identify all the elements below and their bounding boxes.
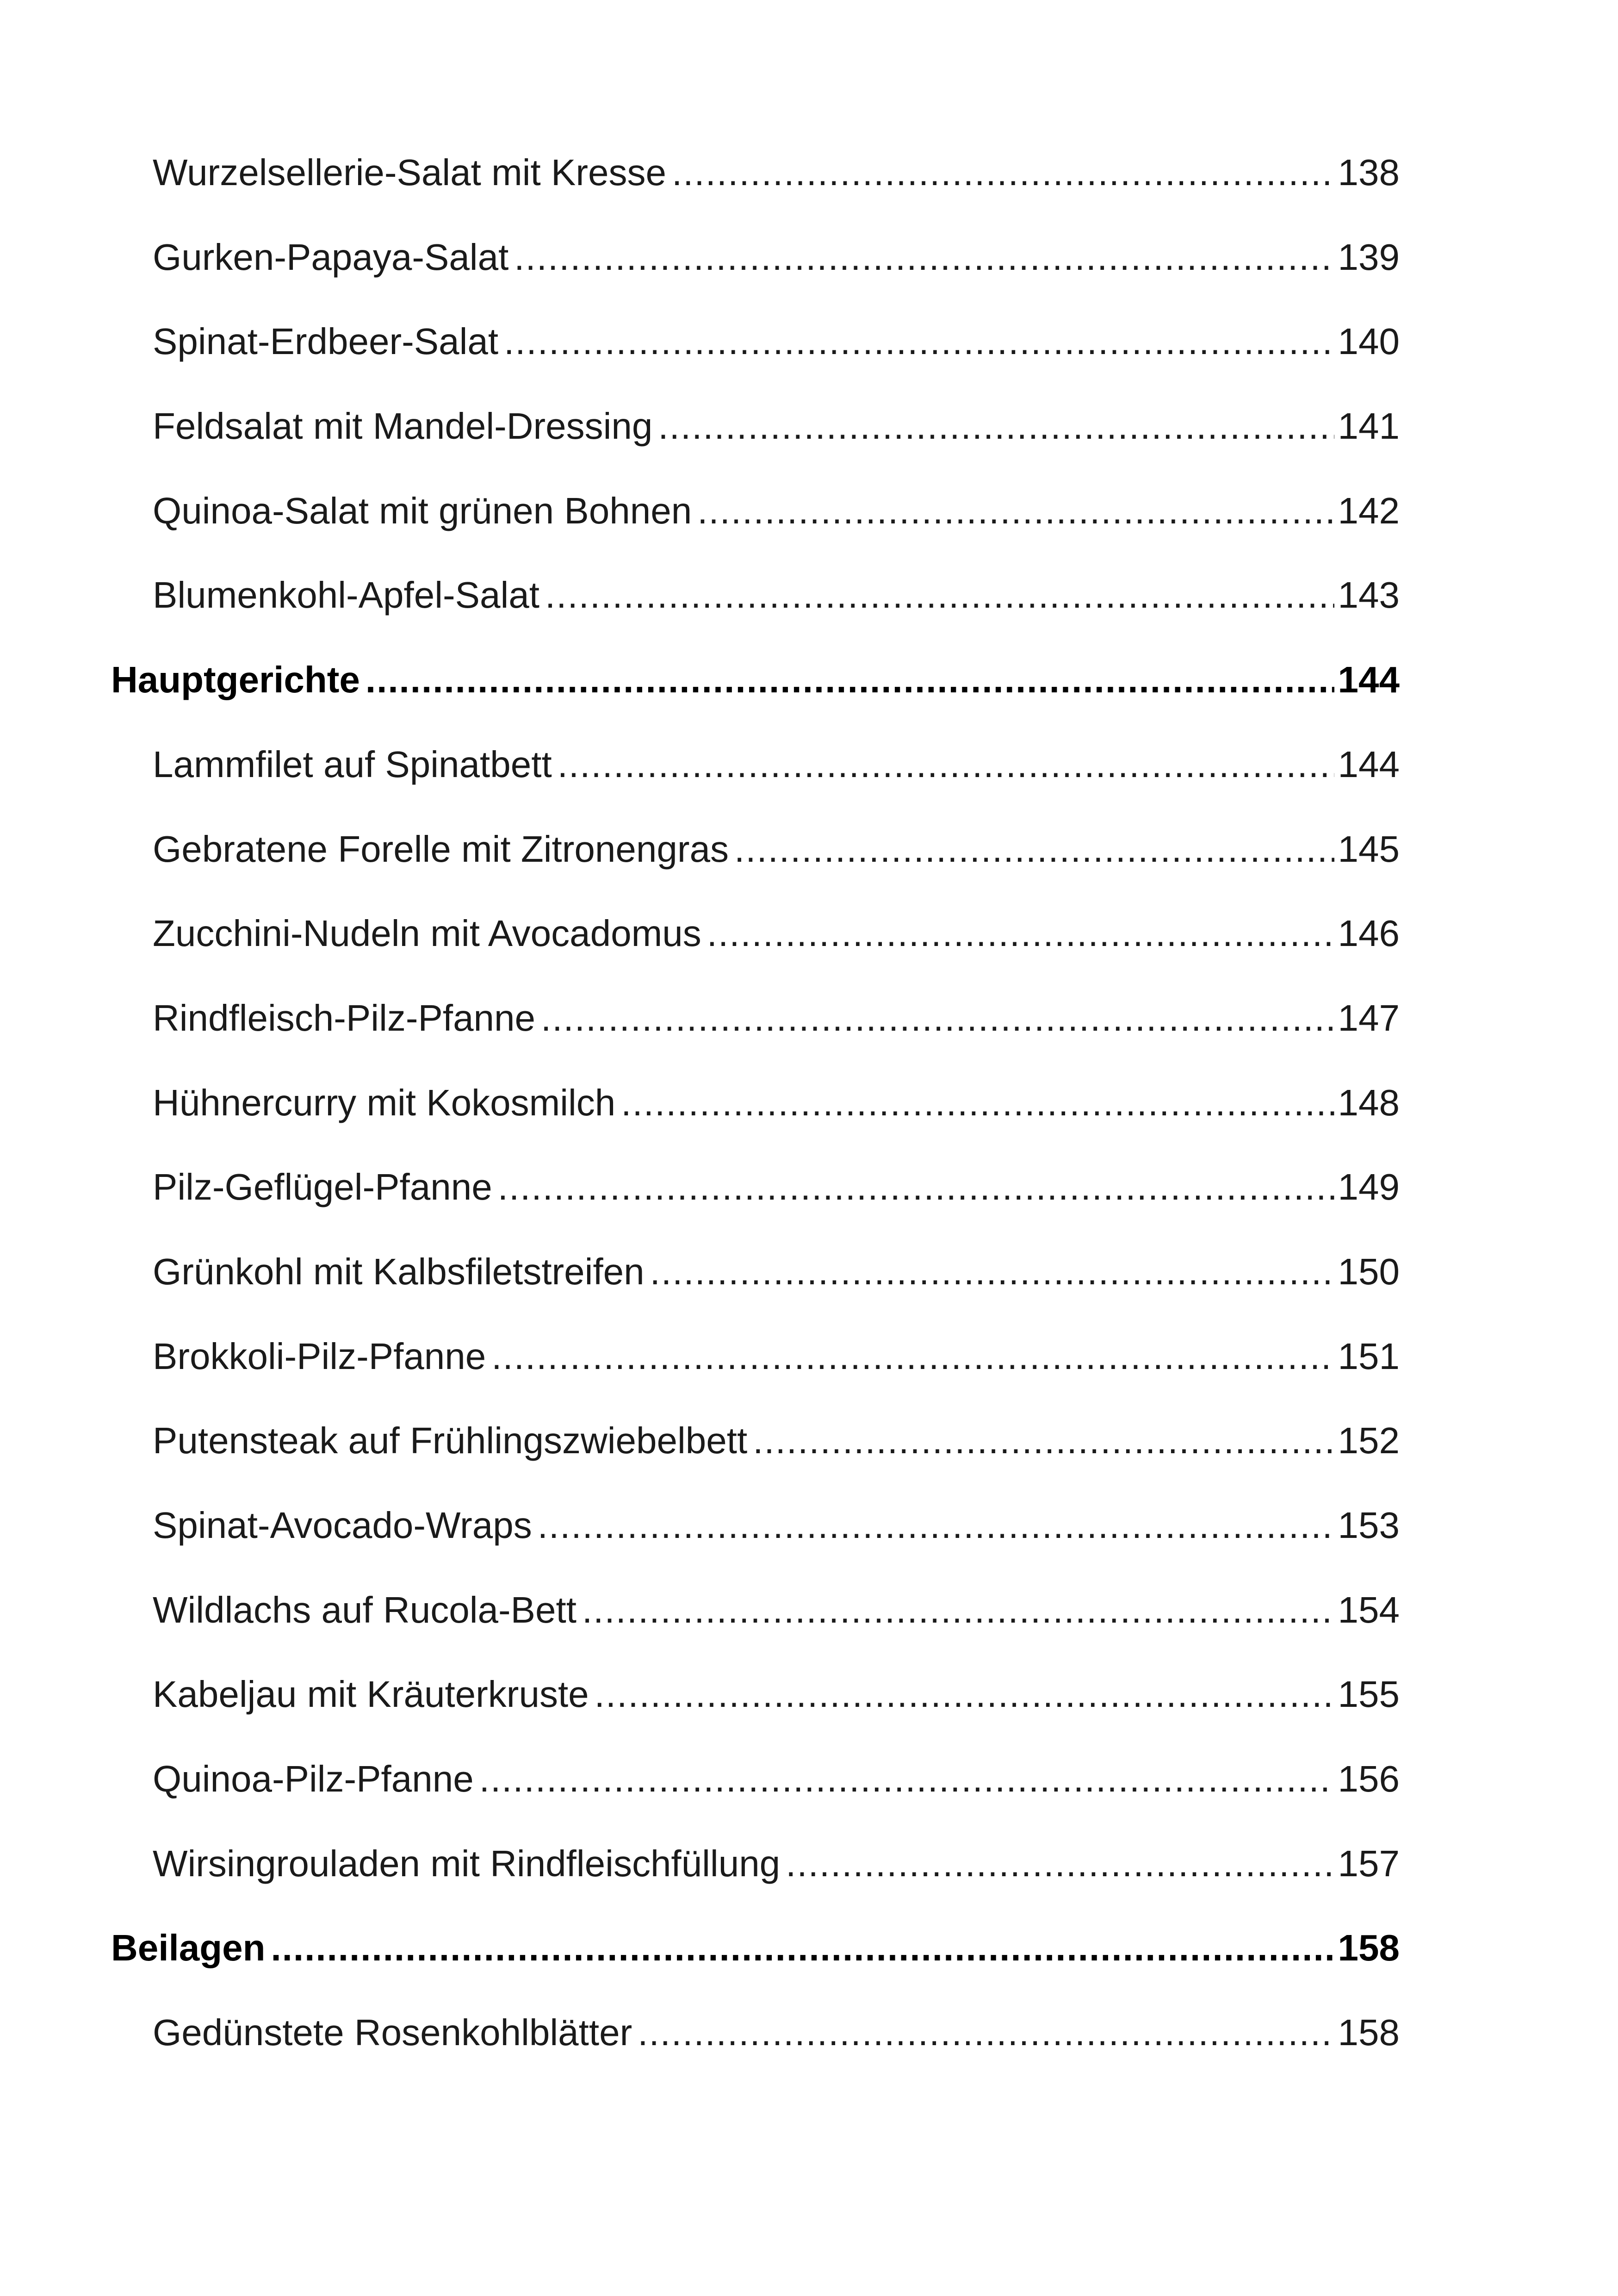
toc-entry[interactable]: [111, 1844, 1400, 1929]
toc-entry-title: Gurken-Papaya-Salat: [153, 237, 514, 277]
toc-page-number: 147: [1334, 998, 1400, 1038]
toc-entry-title: Zucchini-Nudeln mit Avocadomus: [153, 914, 707, 953]
toc-page-number: 152: [1334, 1421, 1400, 1461]
toc-entry-title: Brokkoli-Pilz-Pfanne: [153, 1337, 491, 1376]
toc-dot-leader: [541, 998, 1334, 1038]
toc-section-heading[interactable]: [111, 660, 1400, 745]
toc-dot-leader: [595, 1674, 1334, 1714]
toc-entry-title: Wirsingrouladen mit Rindfleischfüllung: [153, 1844, 786, 1884]
toc-dot-leader: [786, 1844, 1334, 1884]
toc-page-number: 153: [1334, 1506, 1400, 1545]
toc-entry-title: Rindfleisch-Pilz-Pfanne: [153, 998, 541, 1038]
toc-dot-leader: [498, 1167, 1334, 1207]
toc-page-number: 148: [1334, 1083, 1400, 1123]
toc-dot-leader: [753, 1421, 1334, 1461]
toc-page-number: 144: [1334, 745, 1400, 784]
toc-entry[interactable]: [111, 575, 1400, 660]
toc-entry-title: Hühnercurry mit Kokosmilch: [153, 1083, 621, 1123]
toc-entry[interactable]: [111, 745, 1400, 829]
toc-entry[interactable]: [111, 1590, 1400, 1675]
toc-dot-leader: [514, 237, 1334, 277]
toc-page-number: 145: [1334, 829, 1400, 869]
toc-dot-leader: [545, 575, 1334, 615]
table-of-contents: [111, 153, 1400, 2097]
toc-dot-leader: [650, 1252, 1334, 1292]
toc-page-number: 141: [1334, 406, 1400, 446]
toc-entry-title: Feldsalat mit Mandel-Dressing: [153, 406, 658, 446]
toc-dot-leader: [491, 1337, 1334, 1376]
toc-entry-title: Quinoa-Pilz-Pfanne: [153, 1759, 479, 1799]
toc-page-number: 154: [1334, 1590, 1400, 1630]
toc-dot-leader: [672, 153, 1334, 193]
toc-page-number: 138: [1334, 153, 1400, 193]
toc-page-number: 140: [1334, 322, 1400, 361]
toc-page-number: 157: [1334, 1844, 1400, 1884]
toc-section-heading[interactable]: [111, 1928, 1400, 2013]
toc-section-title: Beilagen: [111, 1928, 271, 1968]
toc-dot-leader: [538, 1506, 1334, 1545]
toc-entry[interactable]: [111, 237, 1400, 322]
toc-entry-title: Quinoa-Salat mit grünen Bohnen: [153, 491, 697, 531]
toc-dot-leader: [582, 1590, 1334, 1630]
toc-page-number: 144: [1334, 660, 1400, 700]
toc-page-number: 156: [1334, 1759, 1400, 1799]
toc-page-number: 142: [1334, 491, 1400, 531]
toc-page-number: 155: [1334, 1674, 1400, 1714]
toc-dot-leader: [271, 1928, 1334, 1968]
toc-entry[interactable]: [111, 322, 1400, 406]
toc-entry[interactable]: [111, 1337, 1400, 1421]
toc-entry[interactable]: [111, 2013, 1400, 2097]
toc-entry-title: Wurzelsellerie-Salat mit Kresse: [153, 153, 672, 193]
toc-entry-title: Kabeljau mit Kräuterkruste: [153, 1674, 595, 1714]
toc-dot-leader: [621, 1083, 1334, 1123]
toc-page-number: 139: [1334, 237, 1400, 277]
toc-entry[interactable]: [111, 1674, 1400, 1759]
toc-dot-leader: [479, 1759, 1334, 1799]
toc-entry[interactable]: [111, 491, 1400, 576]
toc-page-number: 149: [1334, 1167, 1400, 1207]
toc-page-number: 150: [1334, 1252, 1400, 1292]
toc-dot-leader: [734, 829, 1334, 869]
toc-entry[interactable]: [111, 1252, 1400, 1337]
toc-page-number: 146: [1334, 914, 1400, 953]
toc-entry-title: Spinat-Erdbeer-Salat: [153, 322, 504, 361]
toc-dot-leader: [366, 660, 1334, 700]
toc-page-number: 158: [1334, 1928, 1400, 1968]
toc-entry-title: Gedünstete Rosenkohlblätter: [153, 2013, 638, 2053]
toc-dot-leader: [707, 914, 1334, 953]
toc-dot-leader: [658, 406, 1334, 446]
toc-entry-title: Pilz-Geflügel-Pfanne: [153, 1167, 498, 1207]
toc-entry-title: Spinat-Avocado-Wraps: [153, 1506, 538, 1545]
toc-entry[interactable]: [111, 153, 1400, 237]
toc-entry[interactable]: [111, 829, 1400, 914]
toc-entry[interactable]: [111, 1759, 1400, 1844]
toc-entry[interactable]: [111, 406, 1400, 491]
toc-entry-title: Putensteak auf Frühlingszwiebelbett: [153, 1421, 753, 1461]
toc-page-number: 143: [1334, 575, 1400, 615]
toc-entry-title: Blumenkohl-Apfel-Salat: [153, 575, 545, 615]
toc-entry[interactable]: [111, 914, 1400, 998]
toc-page-number: 151: [1334, 1337, 1400, 1376]
toc-entry-title: Wildlachs auf Rucola-Bett: [153, 1590, 582, 1630]
toc-entry[interactable]: [111, 1083, 1400, 1168]
toc-dot-leader: [558, 745, 1334, 784]
toc-dot-leader: [504, 322, 1334, 361]
toc-entry-title: Lammfilet auf Spinatbett: [153, 745, 558, 784]
toc-entry-title: Grünkohl mit Kalbsfiletstreifen: [153, 1252, 650, 1292]
toc-dot-leader: [697, 491, 1334, 531]
toc-entry[interactable]: [111, 1167, 1400, 1252]
toc-dot-leader: [638, 2013, 1334, 2053]
toc-entry-title: Gebratene Forelle mit Zitronengras: [153, 829, 734, 869]
toc-section-title: Hauptgerichte: [111, 660, 366, 700]
toc-entry[interactable]: [111, 1421, 1400, 1506]
toc-entry[interactable]: [111, 998, 1400, 1083]
toc-page-number: 158: [1334, 2013, 1400, 2053]
toc-entry[interactable]: [111, 1506, 1400, 1590]
